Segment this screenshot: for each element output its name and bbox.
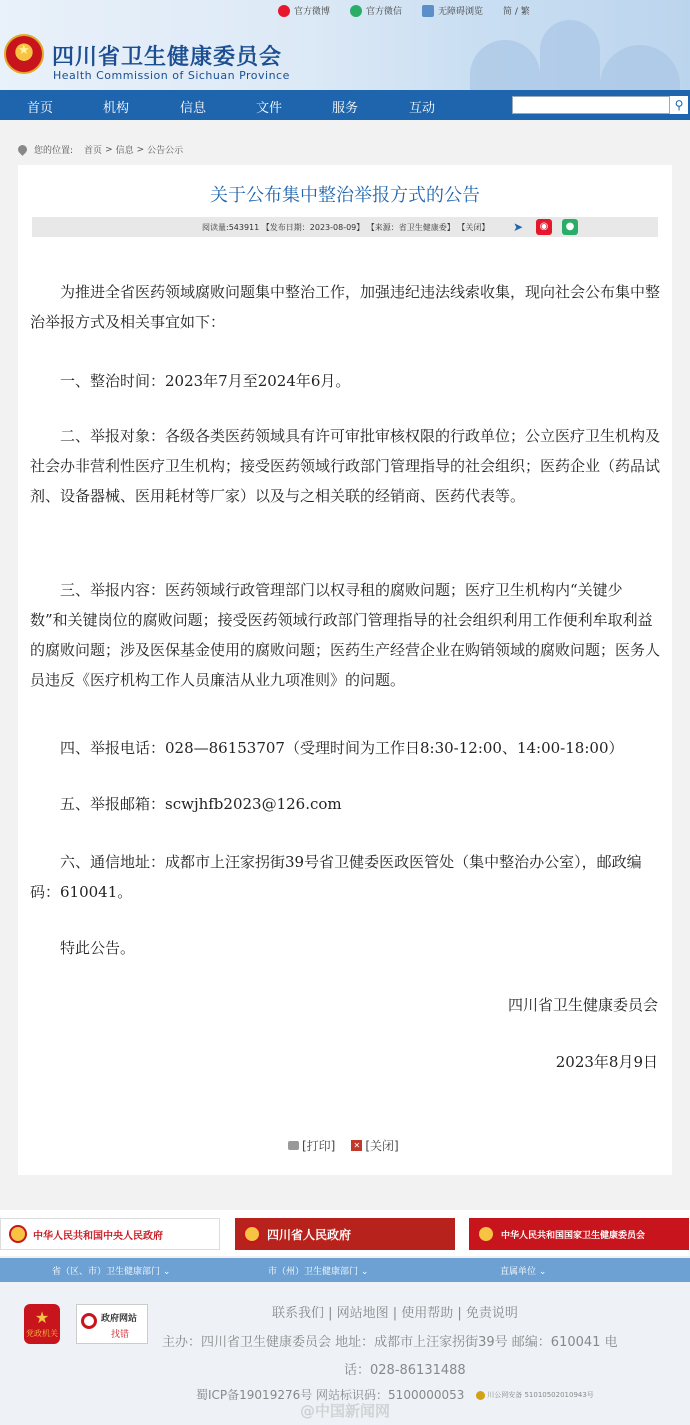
article-date: 2023年8月9日 bbox=[555, 1053, 658, 1071]
department-dropdowns bbox=[0, 1258, 690, 1282]
chevron-down-icon: ⌄ bbox=[162, 1267, 171, 1277]
accessibility-link[interactable]: 无障碍浏览 bbox=[422, 4, 483, 17]
site-header bbox=[0, 0, 690, 90]
party-emblem-icon: ★ bbox=[34, 1308, 50, 1327]
nav-item-interaction[interactable]: 互动 bbox=[409, 101, 436, 116]
article-title: 关于公布集中整治举报方式的公告 bbox=[210, 185, 480, 206]
national-emblem-icon bbox=[9, 1225, 27, 1243]
search-icon: ⚲ bbox=[674, 98, 684, 112]
printer-icon bbox=[288, 1141, 299, 1150]
nav-item-info[interactable]: 信息 bbox=[180, 101, 207, 116]
article-meta-bar bbox=[32, 217, 658, 237]
article-paragraph: 一、整治时间：2023年7月至2024年6月。 bbox=[60, 372, 351, 390]
language-toggle[interactable]: 简 / 繁 bbox=[503, 7, 530, 17]
article-signature: 四川省卫生健康委员会 bbox=[507, 996, 658, 1014]
location-pin-icon bbox=[16, 143, 29, 156]
nav-item-services[interactable]: 服务 bbox=[332, 101, 359, 116]
article-paragraph: 二、举报对象：各级各类医药领域具有许可审批审核权限的行政单位；公立医疗卫生机构及社会办非营利性医疗卫生机构；接受医药领域行政部门管理指导的社会组织；医药企业（药品试剂、设备器械、医用耗材等厂家）以及与之相关联的经销商、医药代表等。 bbox=[30, 427, 661, 505]
footer-police-record[interactable]: 川公网安备 51010502010943号 bbox=[476, 1390, 594, 1400]
close-icon: ✕ bbox=[351, 1140, 362, 1151]
link-national-health-commission[interactable]: 中华人民共和国国家卫生健康委员会 bbox=[469, 1218, 689, 1250]
footer-host: 主办：四川省卫生健康委员会 地址：成都市上汪家拐街39号 邮编：610041 电 bbox=[162, 1335, 618, 1350]
nav-item-documents[interactable]: 文件 bbox=[256, 101, 283, 116]
article-paragraph: 五、举报邮箱：scwjhfb2023@126.com bbox=[60, 795, 342, 813]
weibo-link[interactable]: 官方微博 bbox=[278, 4, 330, 17]
close-button[interactable]: ✕ [关闭] bbox=[351, 1137, 398, 1154]
dropdown-affiliated-units[interactable]: 直属单位 ⌄ bbox=[500, 1267, 547, 1277]
search-input[interactable] bbox=[512, 96, 670, 114]
national-emblem-icon bbox=[243, 1225, 261, 1243]
link-central-government[interactable]: 中华人民共和国中央人民政府 bbox=[0, 1218, 220, 1250]
breadcrumb-home[interactable]: 首页 bbox=[84, 146, 103, 156]
link-sichuan-government[interactable]: 四川省人民政府 bbox=[235, 1218, 455, 1250]
main-nav bbox=[0, 90, 690, 120]
share-icon[interactable]: ➤ bbox=[512, 220, 524, 234]
chevron-down-icon: ⌄ bbox=[360, 1267, 369, 1277]
watermark: @中国新闻网 bbox=[300, 1402, 391, 1420]
article-actions bbox=[288, 1137, 399, 1154]
print-button[interactable]: [打印] bbox=[288, 1137, 335, 1154]
site-title-en: Health Commission of Sichuan Province bbox=[53, 69, 290, 82]
article-paragraph: 为推进全省医药领域腐败问题集中整治工作，加强违纪违法线索收集，现向社会公布集中整治举报方式及相关事宜如下： bbox=[30, 283, 661, 331]
nav-item-home[interactable]: 首页 bbox=[27, 101, 54, 116]
header-decoration bbox=[470, 40, 540, 90]
breadcrumb-info[interactable]: 信息 bbox=[115, 146, 134, 156]
national-emblem-icon bbox=[4, 34, 44, 74]
top-links bbox=[278, 4, 530, 17]
breadcrumb-notices[interactable]: 公告公示 bbox=[147, 146, 184, 156]
chevron-down-icon: ⌄ bbox=[538, 1267, 547, 1277]
article-paragraph: 特此公告。 bbox=[60, 939, 136, 957]
article-paragraph: 三、举报内容：医药领域行政管理部门以权寻租的腐败问题；医疗卫生机构内“关键少数”和关键岗位的腐败问题；接受医药领域行政部门管理指导的社会组织利用工作便利牟取利益的腐败问题；涉及医保基金使用的腐败问题；医药生产经营企业在购销领域的腐败问题；医务人员违反《医疗机构工作人员廉洁从业九项准则》的问题。 bbox=[30, 581, 661, 689]
error-report-badge[interactable]: 政府网站 找错 bbox=[76, 1304, 148, 1344]
article-meta: 阅读量:543911 【发布日期：2023-08-09】 【来源：省卫生健康委】 【关闭】 bbox=[202, 223, 490, 232]
related-links bbox=[0, 1210, 690, 1256]
party-government-badge[interactable]: ★ 党政机关 bbox=[24, 1304, 60, 1344]
wechat-link[interactable]: 官方微信 bbox=[350, 4, 402, 17]
article-paragraph: 六、通信地址：成都市上汪家拐街39号省卫健委医政医管处（集中整治办公室），邮政编码：610041。 bbox=[30, 853, 642, 901]
site-title: 四川省卫生健康委员会 bbox=[52, 45, 283, 70]
weibo-share-icon[interactable]: ◉ bbox=[536, 219, 552, 235]
article-container bbox=[18, 165, 672, 1175]
monitor-icon bbox=[422, 5, 434, 17]
footer-links[interactable]: 联系我们 | 网站地图 | 使用帮助 | 免责说明 bbox=[272, 1306, 518, 1321]
header-decoration bbox=[600, 45, 680, 90]
search-button[interactable] bbox=[670, 96, 688, 114]
header-decoration bbox=[540, 20, 600, 90]
magnifier-icon bbox=[81, 1313, 97, 1329]
footer-icp[interactable]: 蜀ICP备19019276号 网站标识码：5100000053 bbox=[196, 1388, 465, 1402]
nav-item-agency[interactable]: 机构 bbox=[103, 101, 130, 116]
police-badge-icon bbox=[476, 1391, 485, 1400]
breadcrumb: 您的位置: 首页 > 信息 > 公告公示 bbox=[18, 143, 183, 156]
wechat-share-icon[interactable]: ● bbox=[562, 219, 578, 235]
national-emblem-icon bbox=[477, 1225, 495, 1243]
dropdown-city-health[interactable]: 市（州）卫生健康部门 ⌄ bbox=[268, 1267, 369, 1277]
dropdown-provincial-health[interactable]: 省（区、市）卫生健康部门 ⌄ bbox=[52, 1267, 171, 1277]
weibo-icon bbox=[278, 5, 290, 17]
footer-phone: 话：028-86131488 bbox=[344, 1363, 466, 1378]
article-paragraph: 四、举报电话：028—86153707（受理时间为工作日8:30-12:00、14:00-18:00） bbox=[60, 739, 624, 757]
wechat-icon bbox=[350, 5, 362, 17]
